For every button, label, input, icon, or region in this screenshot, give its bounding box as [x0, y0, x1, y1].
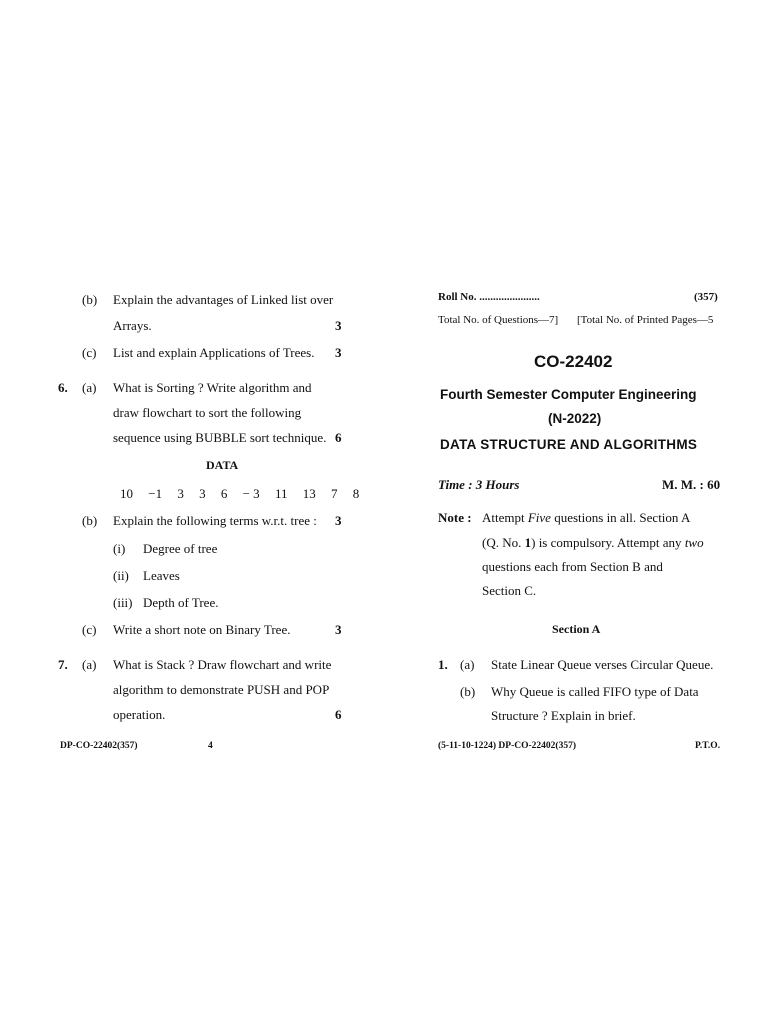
q6b-label: (b): [82, 513, 98, 528]
q7a-line3: operation.: [113, 707, 166, 722]
q5b-marks: 3: [335, 318, 342, 333]
q6b-iii-label: (iii): [113, 595, 133, 610]
q5c-text: List and explain Applications of Trees.: [113, 345, 315, 360]
section-a-heading: Section A: [552, 622, 601, 636]
q6b-iii-text: Depth of Tree.: [143, 595, 219, 610]
seq-item: −1: [148, 486, 163, 501]
subject-title: DATA STRUCTURE AND ALGORITHMS: [440, 437, 698, 452]
q1a-label: (a): [460, 657, 475, 672]
note-line1: [482, 510, 690, 526]
q1b-label: (b): [460, 684, 476, 699]
note-label: Note :: [438, 510, 472, 525]
q5b-line2: Arrays.: [113, 318, 152, 333]
note-text: questions in all. Section A: [550, 510, 691, 525]
q6a-line2: draw flowchart to sort the following: [113, 405, 302, 420]
right-footer-code: (5-11-10-1224) DP-CO-22402(357): [438, 741, 576, 751]
q6b-i-label: (i): [113, 541, 126, 556]
note-qno: 1: [524, 535, 532, 550]
q5b-label: (b): [82, 292, 98, 307]
q7a-line2: algorithm to demonstrate PUSH and POP: [113, 682, 330, 697]
paper-code: CO-22402: [534, 352, 613, 371]
q6b-i-text: Degree of tree: [143, 541, 218, 556]
q6a-marks: 6: [335, 430, 342, 445]
scheme: (N-2022): [548, 411, 602, 426]
q6a-label: (a): [82, 380, 97, 395]
semester-title: Fourth Semester Computer Engineering: [440, 387, 697, 402]
q6b-ii-text: Leaves: [143, 568, 180, 583]
time-label: Time : 3 Hours: [438, 477, 520, 492]
q5b-line1: Explain the advantages of Linked list over: [113, 292, 334, 307]
q6a-line1: What is Sorting ? Write algorithm and: [113, 380, 312, 395]
q1a-text: State Linear Queue verses Circular Queue.: [491, 657, 714, 672]
note-two: two: [684, 535, 704, 550]
q5c-marks: 3: [335, 345, 342, 360]
q1-number: 1.: [438, 657, 448, 672]
seq-item: 13: [302, 486, 316, 501]
q7a-marks: 6: [335, 707, 342, 722]
note-line2: [482, 535, 704, 551]
data-sequence: [120, 486, 359, 502]
q6-number: 6.: [58, 380, 68, 395]
note-line4: Section C.: [482, 583, 537, 598]
data-heading: DATA: [206, 458, 239, 472]
q7-number: 7.: [58, 657, 68, 672]
left-footer-code: DP-CO-22402(357): [60, 741, 138, 751]
seq-item: 3: [177, 486, 184, 501]
note-text: (Q. No.: [482, 535, 525, 550]
q6c-label: (c): [82, 622, 97, 637]
paper-no: (357): [694, 291, 718, 303]
roll-no: Roll No. ......................: [438, 291, 540, 303]
max-marks: M. M. : 60: [662, 477, 721, 492]
q5c-label: (c): [82, 345, 97, 360]
q7a-line1: What is Stack ? Draw flowchart and write: [113, 657, 332, 672]
note-text: ) is compulsory. Attempt any: [531, 535, 685, 550]
seq-item: 11: [274, 486, 288, 501]
q6b-text: Explain the following terms w.r.t. tree :: [113, 513, 317, 528]
seq-item: − 3: [242, 486, 260, 501]
total-pages: [Total No. of Printed Pages—5: [577, 314, 714, 326]
seq-item: 8: [352, 486, 360, 501]
q6c-marks: 3: [335, 622, 342, 637]
note-five: Five: [527, 510, 551, 525]
q6c-text: Write a short note on Binary Tree.: [113, 622, 291, 637]
q7a-label: (a): [82, 657, 97, 672]
right-footer-pto: P.T.O.: [695, 741, 721, 751]
q1b-line2: Structure ? Explain in brief.: [491, 708, 636, 723]
total-questions: Total No. of Questions—7]: [438, 314, 559, 326]
seq-item: 3: [199, 486, 206, 501]
left-footer-page: 4: [208, 741, 213, 751]
right-page: [384, 0, 768, 1024]
note-line3: questions each from Section B and: [482, 559, 663, 574]
note-text: Attempt: [482, 510, 528, 525]
seq-item: 7: [330, 486, 338, 501]
q6b-ii-label: (ii): [113, 568, 129, 583]
q6b-marks: 3: [335, 513, 342, 528]
seq-item: 10: [120, 486, 133, 501]
q1b-line1: Why Queue is called FIFO type of Data: [491, 684, 699, 699]
seq-item: 6: [220, 486, 228, 501]
q6a-line3: sequence using BUBBLE sort technique.: [113, 430, 327, 445]
